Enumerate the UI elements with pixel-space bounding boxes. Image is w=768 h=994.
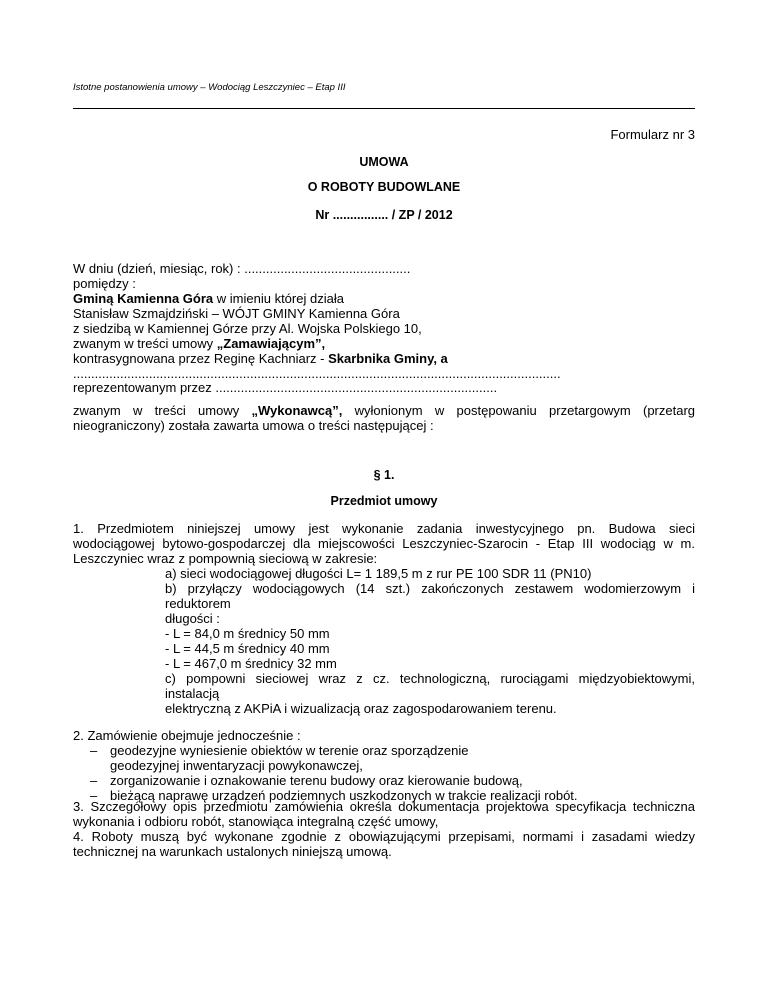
form-number: Formularz nr 3 — [610, 127, 695, 142]
item-b-line-1: b) przyłączy wodociągowych (14 szt.) zakończonych zestawem wodomierzowym i reduktorem — [165, 581, 695, 611]
title-umowa: UMOWA — [359, 155, 409, 169]
length-2: - L = 44,5 m średnicy 40 mm — [165, 641, 330, 656]
contractor-block — [73, 403, 695, 433]
title-roboty: O ROBOTY BUDOWLANE — [307, 180, 461, 194]
gmina-name: Gminą Kamienna Góra — [73, 291, 214, 306]
section-number: § 1. — [373, 468, 395, 482]
seat-line: z siedzibą w Kamiennej Górze przy Al. Wojska Polskiego 10, — [73, 321, 422, 336]
section-heading: Przedmiot umowy — [330, 494, 438, 508]
paragraph-4-line-1: 4. Roboty muszą być wykonane zgodnie z obowiązującymi przepisami, normami i zasadami wiedzy — [73, 829, 695, 844]
represented-line: reprezentowanym przez .............................................................................. — [73, 380, 498, 395]
paragraph-2: 2. Zamówienie obejmuje jednocześnie : – geodezyjne wyniesienie obiektów w terenie oraz sporządzenie geodezyjnej inwentaryzacji powykonawczej, – zorganizowanie i oznakowanie terenu budowy oraz kierowanie budową, – bieżącą naprawę urządzeń podziemnych uszkodzonych w trakcie realizacji robót. — [73, 728, 695, 803]
item-a: a) sieci wodociągowej długości L= 1 189,5 m z rur PE 100 SDR 11 (PN10) — [165, 566, 592, 581]
dash-item-1: – geodezyjne wyniesienie obiektów w terenie oraz sporządzenie geodezyjnej inwentaryzacji powykonawczej, — [90, 743, 469, 773]
gmina-line: Gminą Kamienna Góra w imieniu której działa — [73, 291, 344, 306]
client-alias: „Zamawiającym”, — [216, 336, 326, 351]
length-3: - L = 467,0 m średnicy 32 mm — [165, 656, 337, 671]
between-line: pomiędzy : — [73, 276, 136, 291]
dash-item-2: – zorganizowanie i oznakowanie terenu budowy oraz kierowanie budową, — [90, 773, 523, 788]
countersign-line: kontrasygnowana przez Reginę Kachniarz - Skarbnika Gminy, a — [73, 351, 448, 366]
wojt-line: Stanisław Szmajdziński – WÓJT GMINY Kamienna Góra — [73, 306, 400, 321]
parties-block — [73, 261, 695, 381]
length-1: - L = 84,0 m średnicy 50 mm — [165, 626, 330, 641]
date-line: W dniu (dzień, miesiąc, rok) : .............................................. — [73, 261, 411, 276]
dash-item-3: – bieżącą naprawę urządzeń podziemnych uszkodzonych w trakcie realizacji robót. — [90, 788, 578, 803]
item-c-line-1: c) pompowni sieciowej wraz z cz. technologiczną, rurociągami międzyobiektowymi, instalacją — [165, 671, 695, 701]
running-header: Istotne postanowienia umowy – Wodociąg Leszczyniec – Etap III — [73, 82, 346, 93]
paragraph-3-line-2: wykonania i odbioru robót, stanowiąca integralną część umowy, — [73, 814, 439, 829]
treasurer: Skarbnika Gminy, a — [328, 351, 448, 366]
item-c-line-2: elektryczną z AKPiA i wizualizacją oraz zagospodarowaniem terenu. — [165, 701, 557, 716]
paragraph-3-4 — [73, 799, 695, 859]
paragraph-3-line-1: 3. Szczegółowy opis przedmiotu zamówienia określa dokumentacja projektowa specyfikacja techniczna — [73, 799, 695, 814]
contractor-line-2: nieograniczony) została zawarta umowa o treści następującej : — [73, 418, 434, 433]
contractor-dots-line: ....................................................................................................................................... — [73, 366, 561, 381]
paragraph-1: 1. Przedmiotem niniejszej umowy jest wykonanie zadania inwestycyjnego pn. Budowa sieci wodociągowej bytowo-gospodarczej dla miejscowości Leszczyniec-Szarocin - Etap III wodociąg w m. Leszczyniec wraz z pompownią sieciową w zakresie: a) sieci wodociągowej długości L= 1 189,5 m z rur PE 100 SDR 11 (PN10) b) przyłączy wodociągowych (14 szt.) zakończonych zestawem wodomierzowym i reduktorem długości : - L = 84,0 m średnicy 50 mm - L = 44,5 m średnicy 40 mm - L = 467,0 m średnicy 32 mm c) pompowni sieciowej wraz z cz. technologiczną, rurociągami międzyobiektowymi, instalacją elektryczną z AKPiA i wizualizacją oraz zagospodarowaniem terenu. — [73, 521, 695, 716]
title-number: Nr ................ / ZP / 2012 — [315, 208, 453, 222]
contractor-line-1: zwanym w treści umowy „Wykonawcą”, wyłonionym w postępowaniu przetargowym (przetarg — [73, 403, 696, 418]
header-rule — [73, 108, 695, 109]
contractor-alias: „Wykonawcą”, — [251, 403, 343, 418]
client-alias-line: zwanym w treści umowy „Zamawiającym”, — [73, 336, 326, 351]
item-b-line-2: długości : — [165, 611, 220, 626]
paragraph-4-line-2: technicznej na warunkach ustalonych niniejszą umową. — [73, 844, 392, 859]
